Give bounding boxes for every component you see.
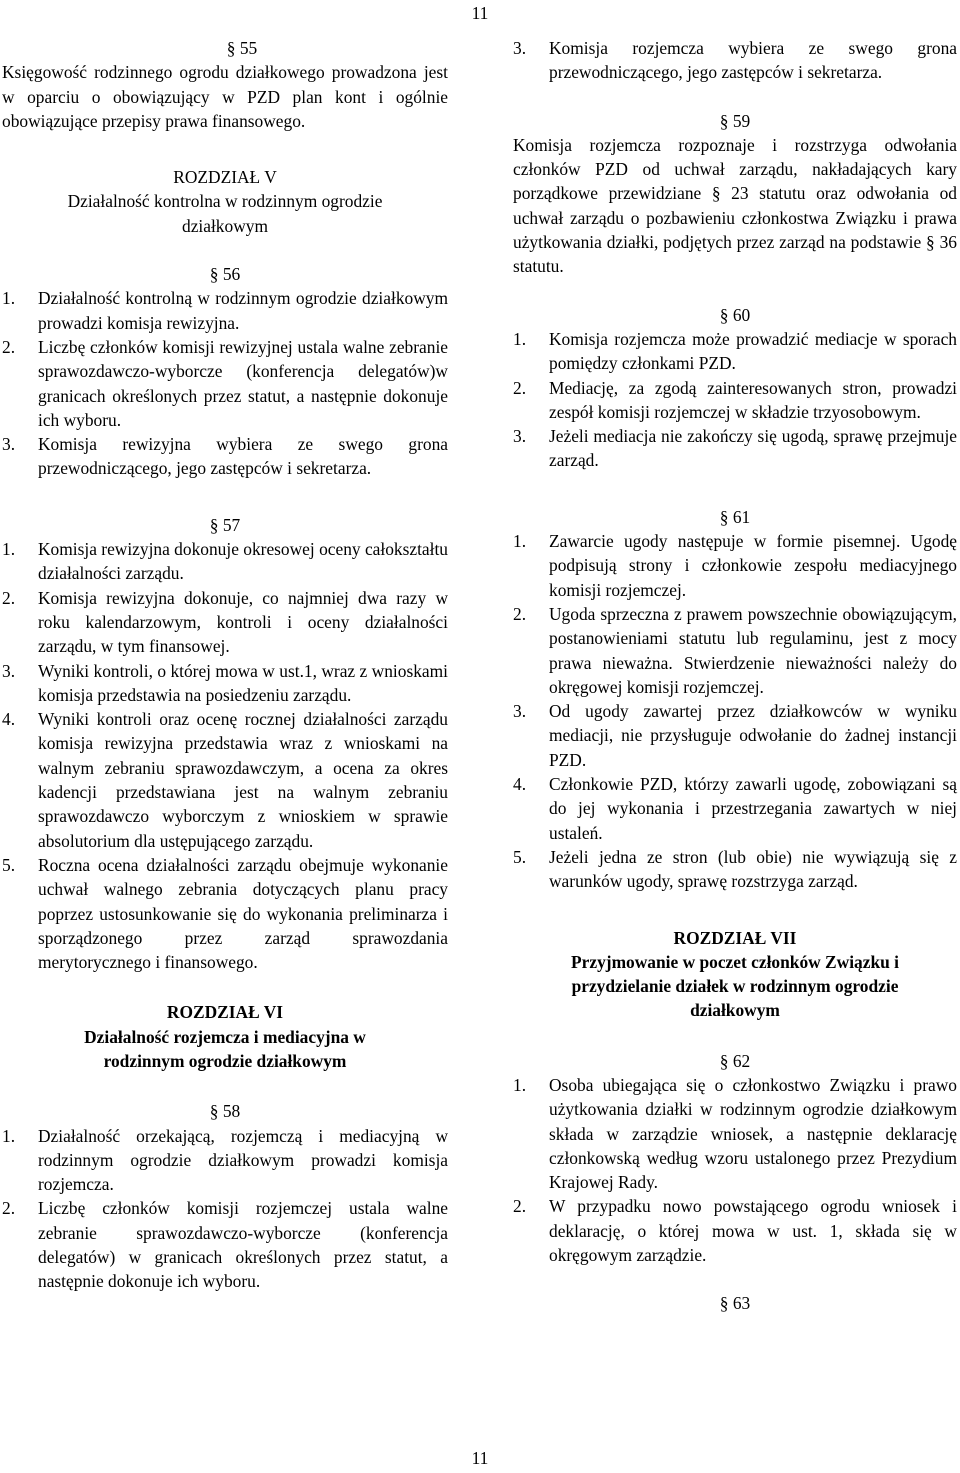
page-number-top: 11 [471, 3, 489, 23]
list-item: 4. Członkowie PZD, którzy zawarli ugodę, zobowiązani są do jej wykonania i przestrzegania zawartych w niej ustaleń. [513, 774, 957, 843]
list-item: 1. Działalność orzekającą, rozjemczą i mediacyjną w rodzinnym ogrodzie działkowym prowadzi komisja rozjemcza. [2, 1125, 448, 1195]
list-item: 2. Komisja rewizyjna dokonuje, co najmniej dwa razy w roku kalendarzowym, kontroli i oceny działalności zarządu, w tym finansowej. [2, 587, 448, 657]
section-57-list [2, 537, 448, 974]
list-item: 3. Od ugody zawartej przez działkowców w wyniku mediacji, nie przysługuje odwołanie do żadnej instancji PZD. [513, 701, 957, 770]
section-58-heading: § 58 [209, 1101, 241, 1122]
section-59-heading: § 59 [719, 110, 751, 131]
list-item: 1. Działalność kontrolną w rodzinnym ogrodzie działkowym prowadzi komisja rewizyjna. [2, 288, 448, 333]
section-58-list [2, 1124, 448, 1294]
chapter-6-title: ROZDZIAŁ VI [166, 1002, 284, 1023]
list-item: 3. Wyniki kontroli, o której mowa w ust.1, wraz z wnioskami komisja przedstawia na posiedzeniu zarządu. [2, 660, 448, 705]
chapter-7-subtitle: Przyjmowanie w poczet członków Związku i przydzielanie działek w rodzinnym ogrodzie działkowym [571, 951, 899, 1021]
list-item: 2. Ugoda sprzeczna z prawem powszechnie obowiązującym, postanowieniami statutu lub regulaminu, jest z mocy prawa nieważna. Stwierdzenie nieważności należy do okręgowej komisji rozjemczej. [513, 603, 957, 697]
section-56-heading: § 56 [209, 264, 241, 285]
list-item: 1. Komisja rozjemcza może prowadzić mediacje w sporach pomiędzy członkami PZD. [513, 328, 957, 374]
section-57-heading: § 57 [209, 514, 241, 535]
chapter-5-subtitle: Działalność kontrolna w rodzinnym ogrodzie działkowym [67, 191, 383, 236]
list-item: 1. Komisja rewizyjna dokonuje okresowej oceny całokształtu działalności zarządu. [2, 539, 449, 584]
left-column [2, 36, 448, 1294]
list-item: 1. Zawarcie ugody następuje w formie pisemnej. Ugodę podpisują strony i członkowie zespołu mediacyjnego komisji rozjemczej. [513, 531, 957, 600]
section-61-list [513, 529, 957, 893]
section-63-heading: § 63 [719, 1293, 751, 1314]
list-item: 5. Jeżeli jedna ze stron (lub obie) nie wywiązują się z warunków ugody, sprawę rozstrzyga zarząd. [513, 846, 957, 892]
list-item: 3. Komisja rozjemcza wybiera ze swego grona przewodniczącego, jego zastępców i sekretarza. [513, 38, 957, 83]
right-column [513, 36, 957, 1316]
chapter-6-subtitle: Działalność rozjemcza i mediacyjna w rodzinnym ogrodzie działkowym [84, 1026, 366, 1071]
list-item: 4. Wyniki kontroli oraz ocenę rocznej działalności zarządu komisja rewizyjna przedstawia wraz z wnioskami na walnym zebraniu sprawozdawczym, a ocena za okres kadencji przedstawiana jest na walnym zebraniu sprawozdawczo wyborczym z wnioskiem w sprawie absolutorium dla ustępującego zarządu. [2, 709, 448, 851]
list-item: 2. W przypadku nowo powstającego ogrodu wniosek i deklarację, o której mowa w ust. 1, składa się w okręgowym zarządzie. [513, 1196, 957, 1266]
section-55-heading: § 55 [226, 38, 258, 58]
section-56-list [2, 286, 448, 480]
list-item: 2. Liczbę członków komisji rozjemczej ustala walne zebranie sprawozdawczo-wyborcze (konferencja delegatów) w granicach określonych przez statut, a następnie dokonuje ich wyboru. [2, 1198, 448, 1292]
page-number-bottom: 11 [471, 1448, 489, 1468]
list-item: 1. Osoba ubiegająca się o członkostwo Związku i prawo użytkowania działki w rodzinnym ogrodzie działkowym składa w zarządzie wniosek, a następnie deklarację członkowską według wzoru ustalonego przez Prezydium Krajowej Rady. [513, 1074, 957, 1193]
list-item: 5. Roczna ocena działalności zarządu obejmuje wykonanie uchwał walnego zebrania dotyczących planu pracy poprzez ustosunkowanie się do wykonania preliminarza i sporządzonego przez zarząd sprawozdania merytorycznego i finansowego. [2, 854, 448, 973]
section-62-list [513, 1073, 957, 1267]
list-item: 2. Liczbę członków komisji rewizyjnej ustala walne zebranie sprawozdawczo-wyborcze (konferencja delegatów)w granicach określonych przez statut, a następnie dokonuje ich wyboru. [2, 336, 448, 430]
section-58-continued-list [513, 36, 957, 85]
chapter-7-title: ROZDZIAŁ VII [673, 927, 797, 948]
list-item: 3. Jeżeli mediacja nie zakończy się ugodą, sprawę przejmuje zarząd. [513, 426, 957, 471]
section-60-heading: § 60 [719, 304, 751, 325]
list-item: 3. Komisja rewizyjna wybiera ze swego grona przewodniczącego, jego zastępców i sekretarza. [2, 434, 448, 479]
chapter-5-title: ROZDZIAŁ V [173, 167, 277, 188]
section-55-text: Księgowość rodzinnego ogrodu działkowego prowadzona jest w oparciu o obowiązujący w PZD plan kont i ogólnie obowiązujące przepisy prawa finansowego. [2, 62, 448, 131]
section-62-heading: § 62 [719, 1050, 751, 1071]
section-60-list [513, 327, 957, 473]
list-item: 2. Mediację, za zgodą zainteresowanych stron, prowadzi zespół komisji rozjemczej w składzie trzyosobowym. [513, 377, 957, 422]
section-59-text: Komisja rozjemcza rozpoznaje i rozstrzyga odwołania członków PZD od uchwał zarządu, nakładających kary porządkowe przewidziane § 23 statutu oraz odwołania od uchwał zarządu o pozbawieniu członkostwa Związku i prawa użytkowania działki, podjętych przez zarząd na podstawie § 36 statutu. [513, 134, 957, 277]
section-61-heading: § 61 [719, 506, 751, 527]
